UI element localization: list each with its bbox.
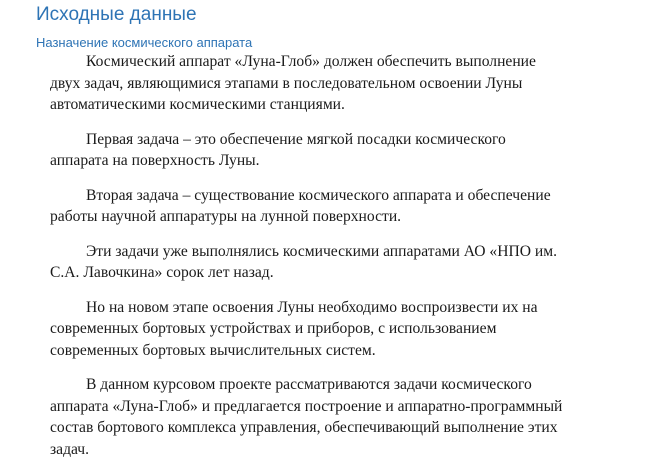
paragraph-line: аппарата «Луна-Глоб» и предлагается построение и аппаратно-программный (50, 397, 563, 415)
body-text (50, 51, 650, 473)
paragraph-line: аппарата на поверхность Луны. (50, 152, 260, 169)
paragraph-line: работы научной аппаратуры на лунной поверхности. (50, 208, 402, 225)
paragraph-line: задач. (50, 440, 90, 458)
paragraph-line: Космический аппарат «Луна-Глоб» должен обеспечить выполнение (86, 53, 536, 70)
paragraph (50, 374, 650, 460)
paragraph-line: двух задач, являющимися этапами в последовательном освоении Луны (50, 74, 523, 92)
heading-title: Исходные данные (36, 4, 197, 25)
paragraph-line: Но на новом этапе освоения Луны необходимо воспроизвести их на (86, 298, 538, 316)
paragraph (50, 297, 650, 362)
paragraph-line: С.А. Лавочкина» сорок лет назад. (50, 264, 274, 281)
paragraph (50, 129, 650, 172)
paragraph-line: состав бортового комплекса управления, обеспечивающий выполнение этих (50, 419, 558, 436)
paragraph-line: современных бортовых вычислительных систем. (50, 341, 376, 359)
paragraph-line: Первая задача – это обеспечение мягкой посадки космического (86, 130, 506, 148)
paragraph (50, 51, 650, 116)
paragraph-line: В данном курсовом проекте рассматриваются задачи космического (86, 376, 532, 393)
subheading-title: Назначение космического аппарата (36, 35, 253, 50)
paragraph (50, 241, 650, 284)
paragraph-line: автоматическими космическими станциями. (50, 96, 345, 113)
paragraph (50, 185, 650, 228)
paragraph-line: Вторая задача – существование космического аппарата и обеспечение (86, 186, 551, 204)
paragraph-line: Эти задачи уже выполнялись космическими аппаратами АО «НПО им. (86, 242, 557, 260)
paragraph-line: современных бортовых устройствах и приборов, с использованием (50, 320, 497, 337)
